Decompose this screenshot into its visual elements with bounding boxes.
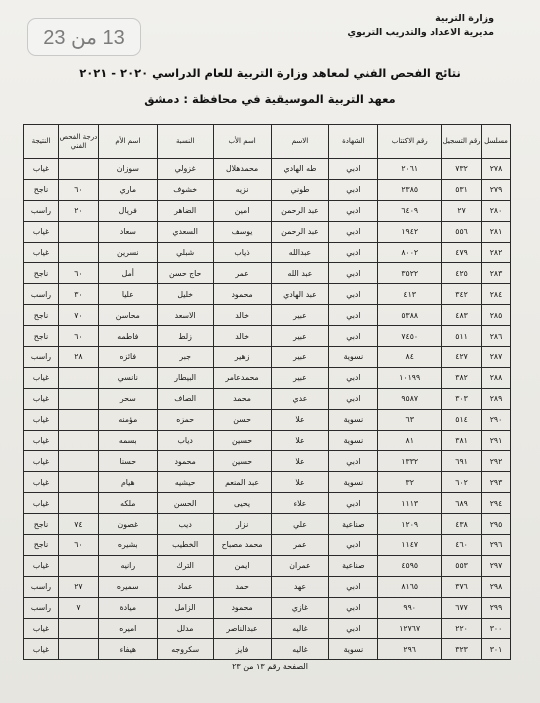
header-father-name: اسم الأب <box>213 125 271 159</box>
cell-subscription-no: ٨٤ <box>378 347 442 368</box>
cell-exam-grade <box>58 618 98 639</box>
cell-result: ناجح <box>24 514 59 535</box>
header-subscription-no: رقم الاكتتاب <box>378 125 442 159</box>
ministry-name: وزارة التربية <box>435 13 494 24</box>
table-row <box>24 347 511 368</box>
cell-result: غياب <box>24 472 59 493</box>
cell-mother-name: فائزه <box>98 347 157 368</box>
cell-serial: ٢٨٠ <box>482 200 511 221</box>
cell-registration-no: ٤٦٠ <box>442 535 482 556</box>
cell-registration-no: ٣٨٢ <box>442 367 482 388</box>
cell-result: غياب <box>24 159 59 180</box>
cell-surname: سكروجه <box>157 639 213 660</box>
cell-certificate: ادبي <box>329 159 378 180</box>
cell-certificate: ادبي <box>329 367 378 388</box>
cell-result: غياب <box>24 493 59 514</box>
page-footer: الصفحة رقم ١٣ من ٢٣ <box>232 662 308 671</box>
cell-exam-grade: ٧٠ <box>58 305 98 326</box>
cell-certificate: ادبي <box>329 576 378 597</box>
cell-exam-grade <box>58 159 98 180</box>
cell-mother-name: حسنا <box>98 451 157 472</box>
cell-result: غياب <box>24 242 59 263</box>
cell-registration-no: ٦٠٢ <box>442 472 482 493</box>
cell-mother-name: سوزان <box>98 159 157 180</box>
cell-serial: ٢٨١ <box>482 221 511 242</box>
cell-subscription-no: ٢٠٦١ <box>378 159 442 180</box>
cell-exam-grade <box>58 472 98 493</box>
cell-exam-grade: ٢٧ <box>58 576 98 597</box>
table-row <box>24 472 511 493</box>
cell-certificate: ادبي <box>329 242 378 263</box>
cell-father-name: محمدهلال <box>213 159 271 180</box>
table-row <box>24 409 511 430</box>
cell-serial: ٢٩١ <box>482 430 511 451</box>
cell-name: عبد الله <box>271 263 329 284</box>
cell-result: راسب <box>24 347 59 368</box>
cell-exam-grade <box>58 493 98 514</box>
directorate-name: مديرية الاعداد والتدريب التربوي <box>347 27 494 38</box>
cell-certificate: نسوية <box>329 347 378 368</box>
cell-surname: الترك <box>157 555 213 576</box>
cell-name: طوني <box>271 179 329 200</box>
cell-surname: الضاهر <box>157 200 213 221</box>
cell-serial: ٢٩٦ <box>482 535 511 556</box>
header-surname: النسبة <box>157 125 213 159</box>
cell-surname: الحسن <box>157 493 213 514</box>
cell-surname: عماد <box>157 576 213 597</box>
cell-result: غياب <box>24 618 59 639</box>
cell-registration-no: ٦٧٧ <box>442 597 482 618</box>
cell-name: عبد الهادي <box>271 284 329 305</box>
cell-exam-grade <box>58 367 98 388</box>
cell-certificate: ادبي <box>329 200 378 221</box>
cell-name: طه الهادي <box>271 159 329 180</box>
cell-surname: حيشيه <box>157 472 213 493</box>
cell-serial: ٢٧٩ <box>482 179 511 200</box>
cell-result: غياب <box>24 388 59 409</box>
cell-certificate: ادبي <box>329 284 378 305</box>
header-serial: مسلسل <box>482 125 511 159</box>
cell-surname: ديب <box>157 514 213 535</box>
cell-registration-no: ٥٥٦ <box>442 221 482 242</box>
table-row <box>24 326 511 347</box>
cell-serial: ٢٧٨ <box>482 159 511 180</box>
cell-certificate: ادبي <box>329 535 378 556</box>
cell-registration-no: ٣٨١ <box>442 430 482 451</box>
cell-mother-name: ملكه <box>98 493 157 514</box>
cell-serial: ٢٨٥ <box>482 305 511 326</box>
cell-subscription-no: ١٠١٩٩ <box>378 367 442 388</box>
cell-exam-grade: ٧٤ <box>58 514 98 535</box>
cell-father-name: حسين <box>213 451 271 472</box>
cell-father-name: نزار <box>213 514 271 535</box>
table-row <box>24 618 511 639</box>
cell-father-name: فايز <box>213 639 271 660</box>
cell-name: عبير <box>271 326 329 347</box>
cell-mother-name: فريال <box>98 200 157 221</box>
table-row <box>24 451 511 472</box>
cell-serial: ٢٩٣ <box>482 472 511 493</box>
cell-serial: ٢٨٧ <box>482 347 511 368</box>
cell-result: غياب <box>24 367 59 388</box>
cell-registration-no: ٤٢٥ <box>442 263 482 284</box>
cell-name: غازي <box>271 597 329 618</box>
cell-father-name: يوسف <box>213 221 271 242</box>
cell-registration-no: ٣٤٢ <box>442 284 482 305</box>
cell-exam-grade <box>58 430 98 451</box>
cell-subscription-no: ١١٤٧ <box>378 535 442 556</box>
cell-father-name: محمدعامر <box>213 367 271 388</box>
cell-certificate: ادبي <box>329 179 378 200</box>
cell-exam-grade: ٧ <box>58 597 98 618</box>
cell-surname: غزولي <box>157 159 213 180</box>
cell-registration-no: ٣٧٦ <box>442 576 482 597</box>
cell-name: عبير <box>271 367 329 388</box>
cell-father-name: عبدالناصر <box>213 618 271 639</box>
cell-serial: ٢٩٠ <box>482 409 511 430</box>
cell-registration-no: ٤٨٣ <box>442 305 482 326</box>
table-row <box>24 639 511 660</box>
cell-registration-no: ٢٧ <box>442 200 482 221</box>
cell-father-name: عبد المنعم <box>213 472 271 493</box>
cell-surname: مدلل <box>157 618 213 639</box>
cell-serial: ٢٨٦ <box>482 326 511 347</box>
cell-exam-grade <box>58 221 98 242</box>
cell-serial: ٢٨٤ <box>482 284 511 305</box>
cell-name: عدي <box>271 388 329 409</box>
cell-mother-name: اميره <box>98 618 157 639</box>
header-registration-no: رقم التسجيل <box>442 125 482 159</box>
cell-mother-name: بسمه <box>98 430 157 451</box>
cell-mother-name: نسرين <box>98 242 157 263</box>
cell-registration-no: ٥٥٣ <box>442 555 482 576</box>
cell-result: راسب <box>24 200 59 221</box>
cell-father-name: ذياب <box>213 242 271 263</box>
cell-father-name: محمد <box>213 388 271 409</box>
cell-father-name: خالد <box>213 305 271 326</box>
cell-father-name: حسين <box>213 430 271 451</box>
cell-subscription-no: ٢٣٨٥ <box>378 179 442 200</box>
cell-subscription-no: ٩٥٨٧ <box>378 388 442 409</box>
cell-result: غياب <box>24 221 59 242</box>
table-row <box>24 388 511 409</box>
cell-registration-no: ٤٢٧ <box>442 347 482 368</box>
cell-exam-grade <box>58 388 98 409</box>
cell-certificate: ادبي <box>329 597 378 618</box>
cell-mother-name: أمل <box>98 263 157 284</box>
cell-exam-grade: ٦٠ <box>58 326 98 347</box>
cell-certificate: نسوية <box>329 472 378 493</box>
table-row <box>24 535 511 556</box>
cell-father-name: امين <box>213 200 271 221</box>
cell-mother-name: ماري <box>98 179 157 200</box>
cell-father-name: محمد مصباح <box>213 535 271 556</box>
cell-subscription-no: ٤٥٩٥ <box>378 555 442 576</box>
cell-certificate: صناعية <box>329 555 378 576</box>
cell-mother-name: غصون <box>98 514 157 535</box>
cell-certificate: نسوية <box>329 430 378 451</box>
cell-serial: ٢٩٤ <box>482 493 511 514</box>
cell-subscription-no: ٣٥٢٢ <box>378 263 442 284</box>
cell-subscription-no: ١١١٣ <box>378 493 442 514</box>
cell-subscription-no: ٨١ <box>378 430 442 451</box>
cell-subscription-no: ١٣٣٢ <box>378 451 442 472</box>
table-row <box>24 555 511 576</box>
table-body <box>24 159 511 660</box>
cell-surname: شبلي <box>157 242 213 263</box>
cell-mother-name: نانسي <box>98 367 157 388</box>
cell-mother-name: سعاد <box>98 221 157 242</box>
cell-father-name: خالد <box>213 326 271 347</box>
table-row <box>24 514 511 535</box>
cell-name: غاليه <box>271 618 329 639</box>
cell-name: علا <box>271 430 329 451</box>
cell-result: غياب <box>24 409 59 430</box>
page-counter-badge: 13 من 23 <box>27 18 141 56</box>
cell-father-name: حسن <box>213 409 271 430</box>
cell-name: عبير <box>271 305 329 326</box>
cell-name: عبد الرحمن <box>271 221 329 242</box>
table-row <box>24 179 511 200</box>
table-row <box>24 493 511 514</box>
cell-certificate: صناعية <box>329 514 378 535</box>
cell-mother-name: محاسن <box>98 305 157 326</box>
cell-name: عمران <box>271 555 329 576</box>
header-certificate: الشهادة <box>329 125 378 159</box>
cell-father-name: عمر <box>213 263 271 284</box>
document-title: نتائج الفحص الفني لمعاهد وزارة التربية للعام الدراسي ٢٠٢٠ - ٢٠٢١ <box>79 66 461 80</box>
table-row <box>24 367 511 388</box>
cell-certificate: ادبي <box>329 618 378 639</box>
table-row <box>24 200 511 221</box>
header-name: الاسم <box>271 125 329 159</box>
cell-result: ناجح <box>24 326 59 347</box>
cell-mother-name: سحر <box>98 388 157 409</box>
cell-mother-name: سميره <box>98 576 157 597</box>
cell-surname: حمزه <box>157 409 213 430</box>
cell-mother-name: فاطمه <box>98 326 157 347</box>
cell-surname: حاج حسن <box>157 263 213 284</box>
cell-serial: ٢٨٨ <box>482 367 511 388</box>
table-row <box>24 159 511 180</box>
cell-subscription-no: ٩٩٠ <box>378 597 442 618</box>
cell-name: علي <box>271 514 329 535</box>
cell-subscription-no: ٦٣ <box>378 409 442 430</box>
cell-name: عهد <box>271 576 329 597</box>
cell-name: علا <box>271 451 329 472</box>
cell-subscription-no: ١٢٠٩ <box>378 514 442 535</box>
cell-registration-no: ٣٠٣ <box>442 388 482 409</box>
table-row <box>24 597 511 618</box>
document-subtitle: معهد التربية الموسيقية في محافظة : دمشق <box>144 92 396 106</box>
cell-surname: جبر <box>157 347 213 368</box>
cell-result: ناجح <box>24 305 59 326</box>
cell-serial: ٣٠٠ <box>482 618 511 639</box>
cell-subscription-no: ٣٢ <box>378 472 442 493</box>
cell-serial: ٢٨٣ <box>482 263 511 284</box>
table-row <box>24 576 511 597</box>
cell-father-name: حمد <box>213 576 271 597</box>
cell-surname: الصاف <box>157 388 213 409</box>
cell-name: عبير <box>271 347 329 368</box>
cell-mother-name: مؤمنه <box>98 409 157 430</box>
table-row <box>24 242 511 263</box>
cell-subscription-no: ٦٤٠٩ <box>378 200 442 221</box>
cell-registration-no: ٦٨٩ <box>442 493 482 514</box>
cell-result: راسب <box>24 597 59 618</box>
cell-serial: ٢٨٢ <box>482 242 511 263</box>
cell-mother-name: ميادة <box>98 597 157 618</box>
cell-certificate: ادبي <box>329 493 378 514</box>
header-result: النتيجة <box>24 125 59 159</box>
cell-registration-no: ٧٣٢ <box>442 159 482 180</box>
cell-surname: البيطار <box>157 367 213 388</box>
cell-exam-grade: ٦٠ <box>58 179 98 200</box>
cell-certificate: ادبي <box>329 326 378 347</box>
cell-exam-grade <box>58 242 98 263</box>
cell-exam-grade: ٦٠ <box>58 263 98 284</box>
table-row <box>24 284 511 305</box>
cell-surname: الاسعد <box>157 305 213 326</box>
cell-result: غياب <box>24 555 59 576</box>
cell-mother-name: هيفاء <box>98 639 157 660</box>
cell-subscription-no: ٧٤٥٠ <box>378 326 442 347</box>
table-row <box>24 221 511 242</box>
cell-certificate: ادبي <box>329 221 378 242</box>
cell-subscription-no: ٨١٦٥ <box>378 576 442 597</box>
cell-certificate: نسوية <box>329 639 378 660</box>
cell-registration-no: ٥١٤ <box>442 409 482 430</box>
cell-subscription-no: ٤١٣ <box>378 284 442 305</box>
cell-subscription-no: ٨٠٠٢ <box>378 242 442 263</box>
cell-subscription-no: ١٢٧٦٧ <box>378 618 442 639</box>
cell-mother-name: رانيه <box>98 555 157 576</box>
cell-certificate: نسوية <box>329 409 378 430</box>
cell-registration-no: ٦٩١ <box>442 451 482 472</box>
cell-certificate: ادبي <box>329 451 378 472</box>
table-row <box>24 263 511 284</box>
cell-name: غاليه <box>271 639 329 660</box>
cell-registration-no: ٣٢٣ <box>442 639 482 660</box>
cell-result: راسب <box>24 576 59 597</box>
cell-name: عمر <box>271 535 329 556</box>
header-block <box>347 12 494 40</box>
cell-father-name: ايمن <box>213 555 271 576</box>
cell-exam-grade: ٦٠ <box>58 535 98 556</box>
cell-name: علا <box>271 472 329 493</box>
cell-serial: ٢٩٥ <box>482 514 511 535</box>
cell-subscription-no: ٢٩٦ <box>378 639 442 660</box>
cell-serial: ٣٠١ <box>482 639 511 660</box>
cell-registration-no: ٤٣٨ <box>442 514 482 535</box>
cell-registration-no: ٥٣١ <box>442 179 482 200</box>
table-header-row <box>24 125 511 159</box>
cell-father-name: محمود <box>213 597 271 618</box>
cell-registration-no: ٤٧٩ <box>442 242 482 263</box>
cell-surname: دياب <box>157 430 213 451</box>
cell-serial: ٢٩٩ <box>482 597 511 618</box>
cell-exam-grade: ٣٠ <box>58 284 98 305</box>
cell-mother-name: بشيره <box>98 535 157 556</box>
cell-surname: محمود <box>157 451 213 472</box>
cell-registration-no: ٥١١ <box>442 326 482 347</box>
cell-father-name: نزيه <box>213 179 271 200</box>
cell-result: ناجح <box>24 263 59 284</box>
cell-father-name: زهير <box>213 347 271 368</box>
cell-mother-name: هيام <box>98 472 157 493</box>
table-row <box>24 305 511 326</box>
cell-surname: خليل <box>157 284 213 305</box>
cell-certificate: ادبي <box>329 305 378 326</box>
cell-exam-grade <box>58 639 98 660</box>
cell-father-name: محمود <box>213 284 271 305</box>
cell-exam-grade: ٢٨ <box>58 347 98 368</box>
cell-certificate: ادبي <box>329 263 378 284</box>
cell-exam-grade: ٢٠ <box>58 200 98 221</box>
cell-mother-name: عليا <box>98 284 157 305</box>
cell-father-name: يحيى <box>213 493 271 514</box>
cell-name: عبد الرحمن <box>271 200 329 221</box>
cell-result: غياب <box>24 451 59 472</box>
cell-serial: ٢٩٨ <box>482 576 511 597</box>
cell-result: غياب <box>24 430 59 451</box>
cell-result: ناجح <box>24 179 59 200</box>
cell-registration-no: ٢٢٠ <box>442 618 482 639</box>
results-table <box>23 124 511 660</box>
header-mother-name: اسم الأم <box>98 125 157 159</box>
cell-certificate: ادبي <box>329 388 378 409</box>
cell-result: ناجح <box>24 535 59 556</box>
cell-surname: الخطيب <box>157 535 213 556</box>
cell-result: راسب <box>24 284 59 305</box>
cell-surname: الزامل <box>157 597 213 618</box>
cell-serial: ٢٩٢ <box>482 451 511 472</box>
cell-subscription-no: ٥٣٨٨ <box>378 305 442 326</box>
cell-result: غياب <box>24 639 59 660</box>
cell-subscription-no: ١٩٤٢ <box>378 221 442 242</box>
cell-exam-grade <box>58 451 98 472</box>
cell-serial: ٢٩٧ <box>482 555 511 576</box>
header-exam-grade: درجة الفحص الفني <box>58 125 98 159</box>
cell-surname: خشوف <box>157 179 213 200</box>
cell-surname: السعدي <box>157 221 213 242</box>
cell-name: عبدالله <box>271 242 329 263</box>
cell-name: علا <box>271 409 329 430</box>
cell-exam-grade <box>58 409 98 430</box>
table-row <box>24 430 511 451</box>
cell-name: علاء <box>271 493 329 514</box>
cell-serial: ٢٨٩ <box>482 388 511 409</box>
cell-exam-grade <box>58 555 98 576</box>
cell-surname: زلط <box>157 326 213 347</box>
